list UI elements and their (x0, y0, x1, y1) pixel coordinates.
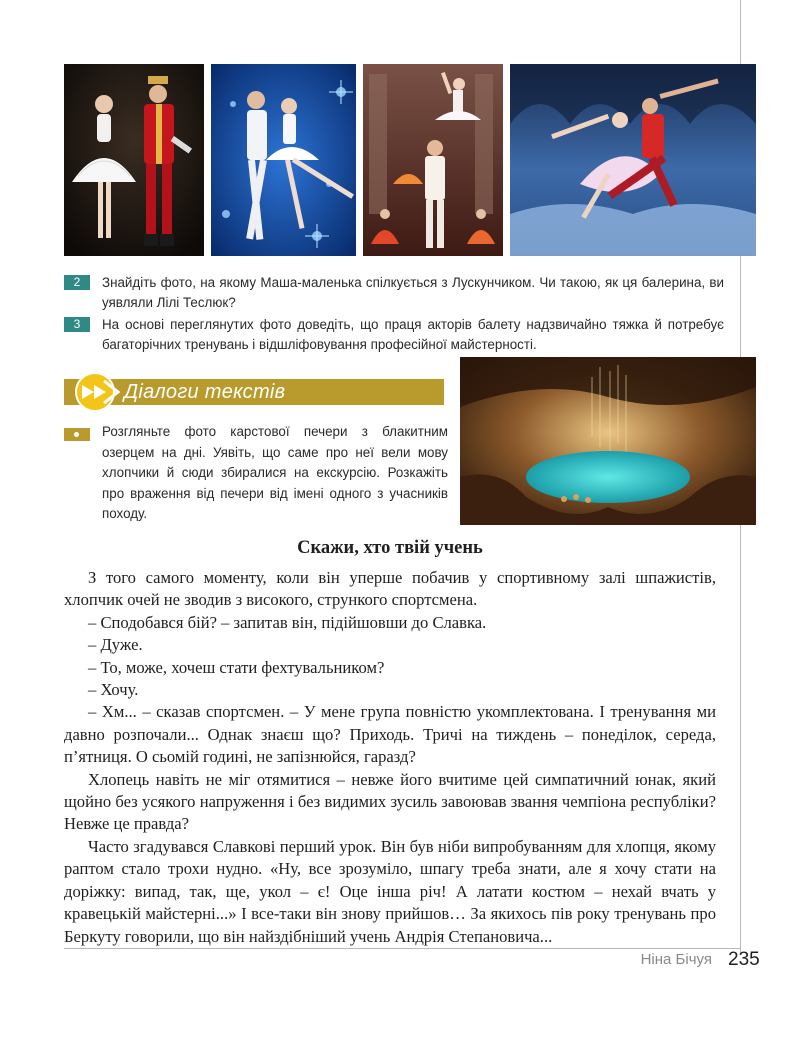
story-title: Скажи, хто твій учень (297, 538, 483, 558)
story-paragraph: Хлопець навіть не міг отямитися – невже його вчитиме цей симпатичний юнак, який щойно без усякого напруження і без видимих зусиль завоював звання чемпіона республіки? Невже це правда? (64, 769, 716, 834)
story-paragraph: – Хм... – сказав спортсмен. – У мене група повністю укомплектована. І тренування ми давно розпочали... Однак знаєш що? Приходь. Тричі на тиждень – понеділок, середа, п’ятниця. О сьомій годині, не запізнюйся, гаразд? (64, 702, 716, 767)
task-3-text: На основі переглянутих фото доведіть, що праця акторів балету надзвичайно тяжка й потребує багаторічних тренувань і відшліфовування професійної майстерності. (102, 317, 724, 352)
task-number-badge: 3 (64, 317, 90, 332)
story-paragraph: – То, може, хочеш стати фехтувальником? (88, 657, 385, 677)
dialogues-title: Діалоги текстів (124, 381, 286, 403)
story-paragraph: – Дуже. (88, 635, 143, 655)
task-2-text: Знайдіть фото, на якому Маша-маленька спілкується з Лускунчиком. Чи такою, як ця балерина, ви уявляли Лілі Теслюк? (102, 275, 724, 310)
bullet-marker (64, 428, 90, 441)
page-number: 235 (728, 949, 760, 970)
photo-ballet-lift (363, 64, 503, 256)
story-paragraph: Часто згадувався Славкові перший урок. Він був ніби випробуванням для хлопця, якому раптом стало трохи нудно. «Ну, все зрозуміло, шпагу треба знати, але я хочу стати на доріжку: випад, так, ще, укол – є! Оце інша річ! А латати костюм – нехай вчать у кравецькій майстерні...» І все-таки він знову прийшов… За якихось пів року тренувань про Беркуту говорили, що він найздібніший учень Андрія Степановича... (64, 836, 716, 946)
footer-rule (64, 948, 740, 949)
task-3 (64, 315, 724, 355)
photo-ballet-pas-de-deux-blue (211, 64, 356, 256)
footer-author: Ніна Бічуя (640, 951, 712, 968)
story-text (64, 567, 716, 948)
task-number-badge: 2 (64, 275, 90, 290)
double-arrow-icon (74, 371, 120, 413)
story-paragraph: З того самого моменту, коли він уперше побачив у спортивному залі шпажистів, хлопчик очей не зводив з високого, стрункого спортсмена. (64, 568, 716, 610)
photo-karst-cave-lake (460, 357, 756, 525)
story-paragraph: – Хочу. (88, 680, 139, 700)
photo-ballet-masha-nutcracker (64, 64, 204, 256)
story-paragraph: – Сподобався бій? – запитав він, підійшовши до Славка. (88, 612, 487, 632)
task-2 (64, 273, 724, 313)
photo-ballet-jump (510, 64, 756, 256)
dialogues-task-text: Розгляньте фото карстової печери з блакитним озерцем на дні. Уявіть, що саме про неї вели мову хлопчики й сюди збиралися на екскурсію. Розкажіть про враження від печери від імені одного з учасників походу. (102, 424, 448, 521)
